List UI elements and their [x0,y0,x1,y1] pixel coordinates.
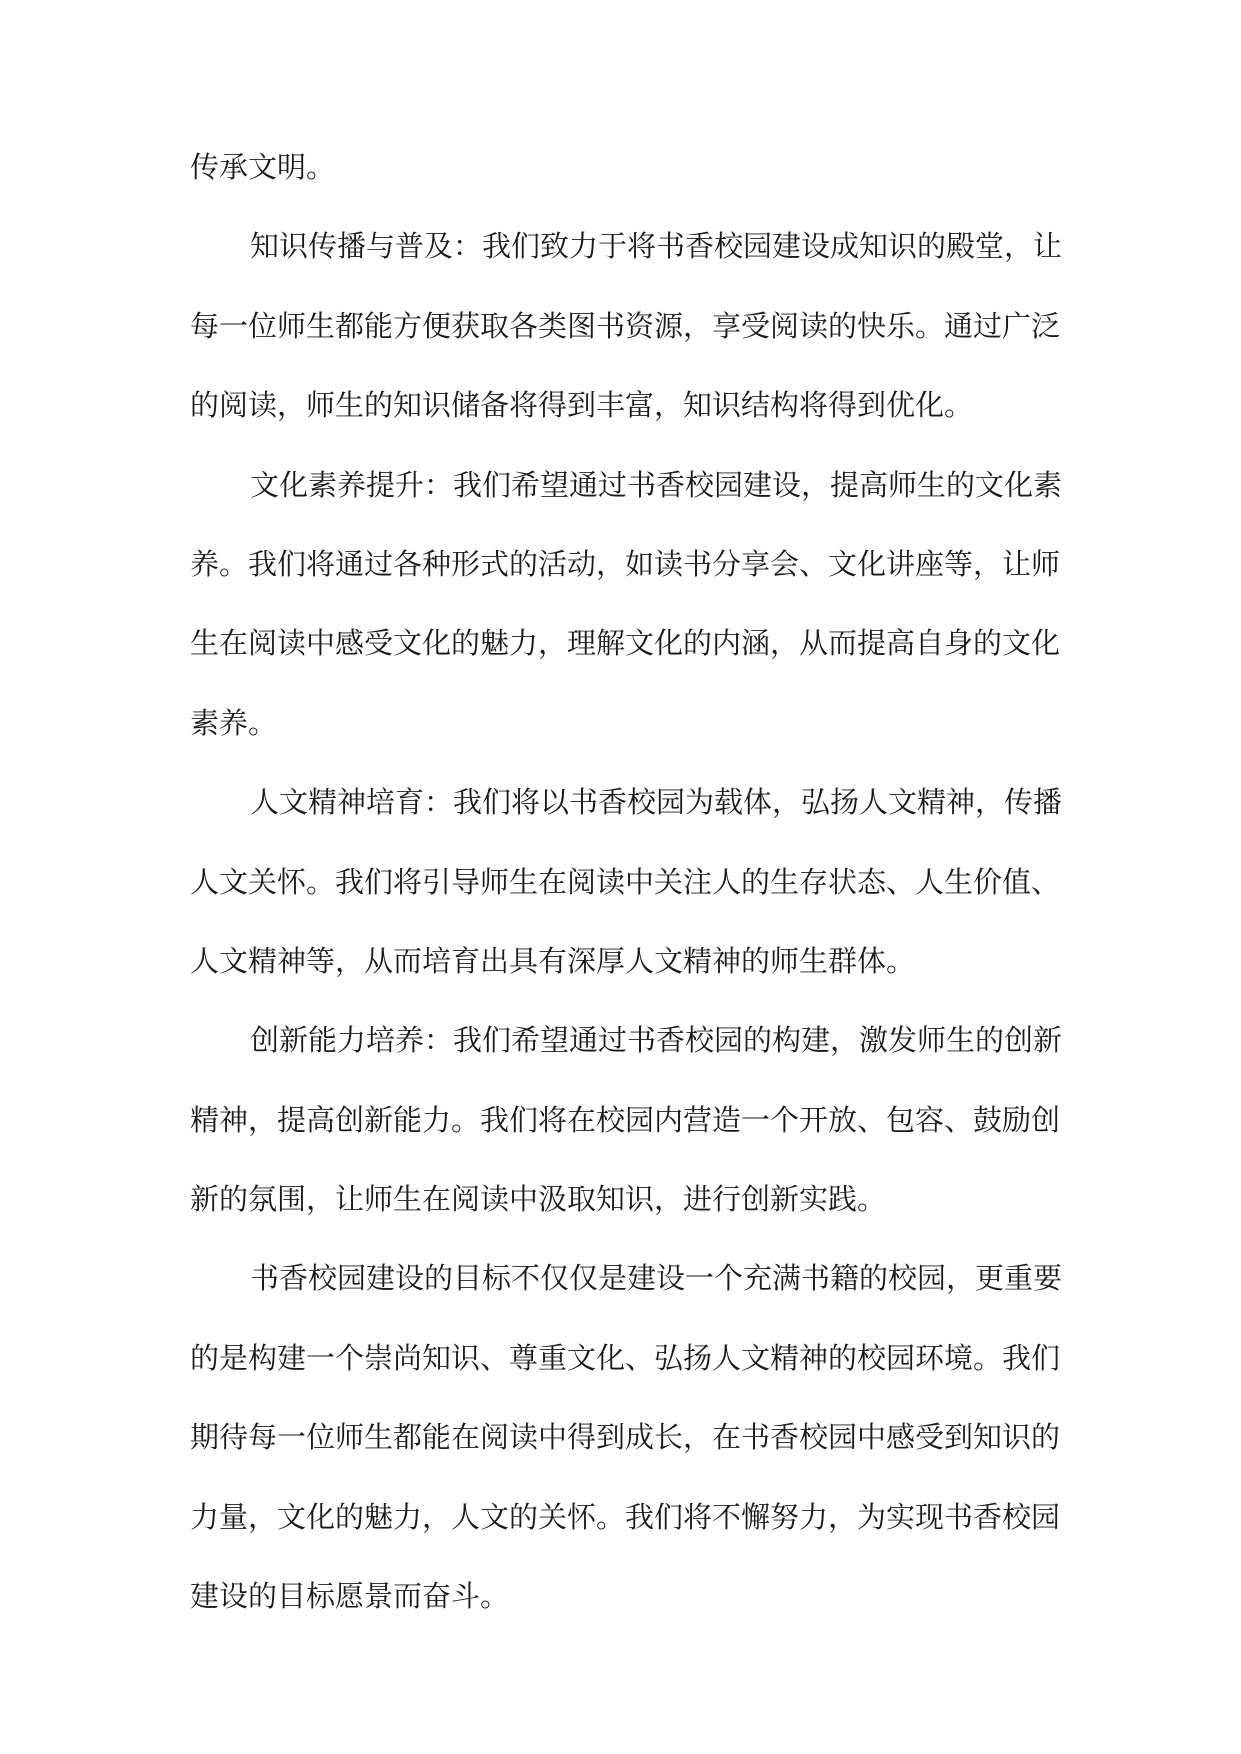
text-line: 的是构建一个崇尚知识、尊重文化、弘扬人文精神的校园环境。我们 [190,1340,1061,1375]
text-line: 人文关怀。我们将引导师生在阅读中关注人的生存状态、人生价值、 [190,864,1061,899]
text-line: 素养。 [190,705,278,740]
paragraph-first-line: 书香校园建设的目标不仅仅是建设一个充满书籍的校园，更重要 [250,1261,1063,1296]
text-line: 的阅读，师生的知识储备将得到丰富，知识结构将得到优化。 [190,388,974,423]
paragraph-first-line: 人文精神培育：我们将以书香校园为载体，弘扬人文精神，传播 [250,785,1063,820]
paragraph-first-line: 知识传播与普及：我们致力于将书香校园建设成知识的殿堂，让 [250,229,1063,264]
paragraph-first-line: 创新能力培养：我们希望通过书香校园的构建，激发师生的创新 [250,1023,1063,1058]
text-line: 力量，文化的魅力，人文的关怀。我们将不懈努力，为实现书香校园 [190,1499,1061,1534]
text-line: 建设的目标愿景而奋斗。 [190,1579,510,1614]
text-line: 期待每一位师生都能在阅读中得到成长，在书香校园中感受到知识的 [190,1420,1061,1455]
text-line: 人文精神等，从而培育出具有深厚人文精神的师生群体。 [190,943,916,978]
text-line: 养。我们将通过各种形式的活动，如读书分享会、文化讲座等，让师 [190,546,1061,581]
text-line: 生在阅读中感受文化的魅力，理解文化的内涵，从而提高自身的文化 [190,626,1061,661]
body-text [190,140,1070,1648]
paragraph-first-line: 文化素养提升：我们希望通过书香校园建设，提高师生的文化素 [250,467,1063,502]
text-line: 新的氛围，让师生在阅读中汲取知识，进行创新实践。 [190,1182,887,1217]
text-line: 每一位师生都能方便获取各类图书资源，享受阅读的快乐。通过广泛 [190,308,1061,343]
text-line: 精神，提高创新能力。我们将在校园内营造一个开放、包容、鼓励创 [190,1102,1061,1137]
text-line: 传承文明。 [190,150,336,184]
